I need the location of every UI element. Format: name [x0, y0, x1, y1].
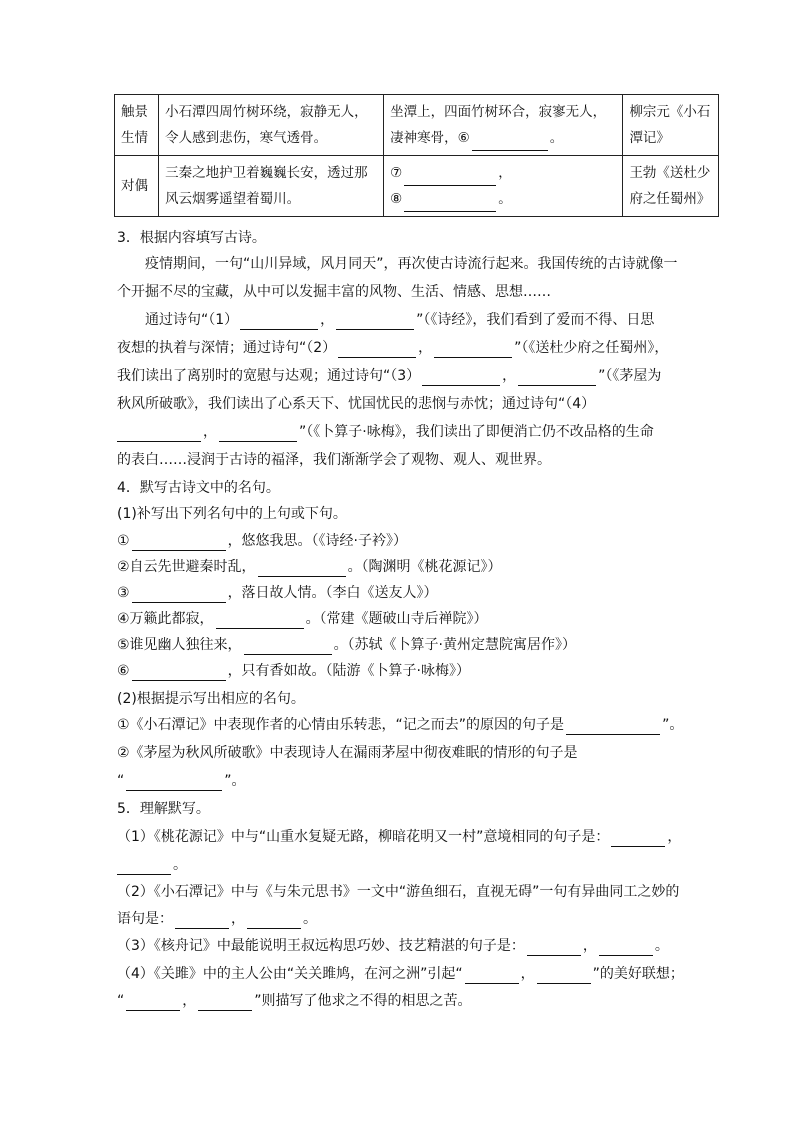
row-label: 触景生情 [121, 104, 148, 146]
table-cell [115, 95, 159, 156]
text: ”的美好联想； [592, 966, 684, 982]
answer-blank[interactable] [175, 914, 229, 929]
text: 我们读出了离别时的宽慰与达观；通过诗句“（3） [117, 368, 421, 384]
answer-blank[interactable] [465, 969, 519, 984]
punct: ， [231, 911, 245, 927]
table-cell [159, 156, 384, 217]
fill-item [117, 715, 683, 735]
cell-text [390, 99, 616, 151]
answer-blank[interactable] [422, 371, 500, 386]
question-5-title: 5．理解默写。 [117, 801, 210, 817]
fill-item: ②《茅屋为秋风所破歌》中表现诗人在漏雨茅屋中彻夜难眠的情形的句子是 [117, 745, 578, 761]
text: 夜想的执着与深情；通过诗句“（2） [117, 340, 337, 356]
punct: ， [320, 312, 335, 328]
text: ”。 [224, 773, 246, 789]
answer-blank[interactable] [132, 588, 226, 603]
fill-item [117, 583, 438, 603]
answer-blank[interactable] [527, 941, 581, 956]
table-cell [623, 95, 719, 156]
fill-item [117, 771, 246, 791]
answer-blank[interactable] [117, 427, 201, 442]
punct: ， [182, 993, 197, 1009]
answer-blank[interactable] [404, 171, 496, 186]
punct: 。 [173, 857, 187, 873]
row-label: 对偶 [121, 178, 148, 194]
fill-item [117, 557, 502, 577]
answer-blank[interactable] [247, 914, 301, 929]
answer-blank[interactable] [338, 343, 416, 358]
text: （4）《关雎》中的主人公由“关关雎鸠，在河之洲”引起“ [117, 966, 463, 982]
fill-item [117, 661, 470, 681]
answer-blank[interactable] [244, 640, 332, 655]
punct: ， [498, 165, 512, 181]
source-text: 柳宗元《小石潭记》 [629, 104, 711, 146]
text: ⑤谁见幽人独往来， [117, 637, 242, 653]
table-row [115, 95, 719, 156]
text: 。（陶渊明《桃花源记》） [347, 559, 502, 575]
fill-item [117, 936, 669, 956]
text: （1）《桃花源记》中与“山重水复疑无路，柳暗花明又一村”意境相同的句子是： [117, 829, 610, 845]
answer-blank[interactable] [132, 666, 226, 681]
answer-blank[interactable] [434, 343, 512, 358]
paragraph-line: 的表白……浸润于古诗的福泽，我们渐渐学会了观物、观人、观世界。 [117, 452, 551, 468]
paragraph-line [117, 422, 654, 442]
punct: “ [117, 773, 125, 789]
answer-blank[interactable] [537, 969, 591, 984]
answer-blank[interactable] [566, 720, 660, 735]
text: ① [117, 533, 130, 549]
table-cell [159, 95, 384, 156]
cell-text: 小石潭四周竹树环绕，寂静无人，令人感到悲伤，寒气透骨。 [165, 104, 368, 146]
text: ，只有香如故。（陆游《卜算子·咏梅》） [227, 663, 471, 679]
text: ”（《送杜少府之任蜀州》， [514, 340, 669, 356]
cell-text: 三秦之地护卫着巍巍长安，透过那风云烟雾遥望着蜀川。 [165, 165, 368, 207]
table-cell [115, 156, 159, 217]
answer-blank[interactable] [404, 197, 496, 212]
text: ”（《卜算子·咏梅》，我们读出了即便消亡仍不改品格的生命 [299, 424, 654, 440]
fill-item [117, 635, 576, 655]
punct: ， [520, 966, 535, 982]
fill-item [117, 991, 472, 1011]
question-4-title: 4．默写古诗文中的名句。 [117, 480, 280, 496]
text: 。（苏轼《卜算子·黄州定慧院寓居作》） [333, 637, 577, 653]
poetry-comparison-table [114, 94, 719, 217]
text: ，落日故人情。（李白《送友人》） [227, 585, 438, 601]
punct: 。 [549, 130, 564, 146]
table-row [115, 156, 719, 217]
table-cell [384, 156, 623, 217]
answer-blank[interactable] [198, 996, 252, 1011]
answer-blank[interactable] [216, 614, 304, 629]
answer-blank[interactable] [126, 776, 222, 791]
fill-item [117, 609, 488, 629]
cell-text: ⑦ [390, 165, 403, 181]
text: ”。 [662, 717, 684, 733]
answer-blank[interactable] [336, 315, 414, 330]
paragraph-line [117, 338, 668, 358]
text: ①《小石潭记》中表现作者的心情由乐转悲，“记之而去”的原因的句子是 [117, 717, 565, 733]
answer-blank[interactable] [132, 536, 226, 551]
fill-item [117, 827, 681, 847]
subquestion-title: (2)根据提示写出相应的名句。 [117, 691, 305, 707]
answer-blank[interactable] [611, 832, 665, 847]
punct: ， [667, 829, 682, 845]
text: ④万籁此都寂， [117, 611, 214, 627]
text: ”（《茅屋为 [598, 368, 662, 384]
fill-item: （2）《小石潭记》中与《与朱元思书》一文中“游鱼细石，直视无碍”一句有异曲同工之妙的 [117, 884, 680, 900]
paragraph-line: 秋风所破歌》，我们读出了心系天下、忧国忧民的悲悯与赤忱；通过诗句“（4） [117, 396, 596, 412]
paragraph-line [145, 310, 654, 330]
answer-blank[interactable] [219, 427, 297, 442]
punct: “ [117, 993, 125, 1009]
punct: ， [502, 368, 517, 384]
answer-blank[interactable] [240, 315, 318, 330]
cell-line [390, 160, 616, 186]
table-cell [384, 95, 623, 156]
answer-blank[interactable] [599, 941, 653, 956]
text: ，悠悠我思。（《诗经·子衿》） [227, 533, 408, 549]
cell-text: 坐潭上，四面竹树环合，寂寥无人，凄神寒骨，⑥ [390, 104, 607, 146]
text: ”（《诗经》，我们看到了爱而不得、日思 [416, 312, 655, 328]
cell-line [390, 186, 616, 212]
text: 通过诗句“（1） [145, 312, 239, 328]
text: ③ [117, 585, 130, 601]
text: ”则描写了他求之不得的相思之苦。 [254, 993, 472, 1009]
text: （3）《核舟记》中最能说明王叔远构思巧妙、技艺精湛的句子是： [117, 938, 525, 954]
fill-item [117, 531, 407, 551]
answer-blank[interactable] [518, 371, 596, 386]
fill-item [117, 964, 684, 984]
punct: ， [418, 340, 433, 356]
cell-text: ⑧ [390, 191, 403, 207]
fill-item [117, 909, 317, 929]
punct: ， [203, 424, 217, 440]
subquestion-title: (1)补写出下列名句中的上句或下句。 [117, 506, 347, 522]
text: 。（常建《题破山寺后禅院》） [305, 611, 488, 627]
text: ②自云先世避秦时乱， [117, 559, 256, 575]
answer-blank[interactable] [472, 136, 548, 151]
paragraph-line [117, 366, 661, 386]
punct: 。 [654, 938, 669, 954]
paragraph-line: 个开掘不尽的宝藏，从中可以发掘丰富的风物、生活、情感、思想…… [117, 284, 551, 300]
fill-item [117, 855, 187, 875]
punct: 。 [498, 191, 512, 207]
punct: 。 [303, 911, 317, 927]
answer-blank[interactable] [258, 562, 346, 577]
table-cell [623, 156, 719, 217]
answer-blank[interactable] [126, 996, 180, 1011]
text: ⑥ [117, 663, 130, 679]
paragraph-line: 疫情期间，一句“山川异域，风月同天”，再次使古诗流行起来。我国传统的古诗就像一 [145, 256, 678, 272]
punct: ， [582, 938, 597, 954]
answer-blank[interactable] [117, 860, 171, 875]
text: 语句是： [117, 911, 173, 927]
source-text: 王勃《送杜少府之任蜀州》 [629, 165, 711, 207]
question-3-title: 3．根据内容填写古诗。 [117, 230, 266, 246]
